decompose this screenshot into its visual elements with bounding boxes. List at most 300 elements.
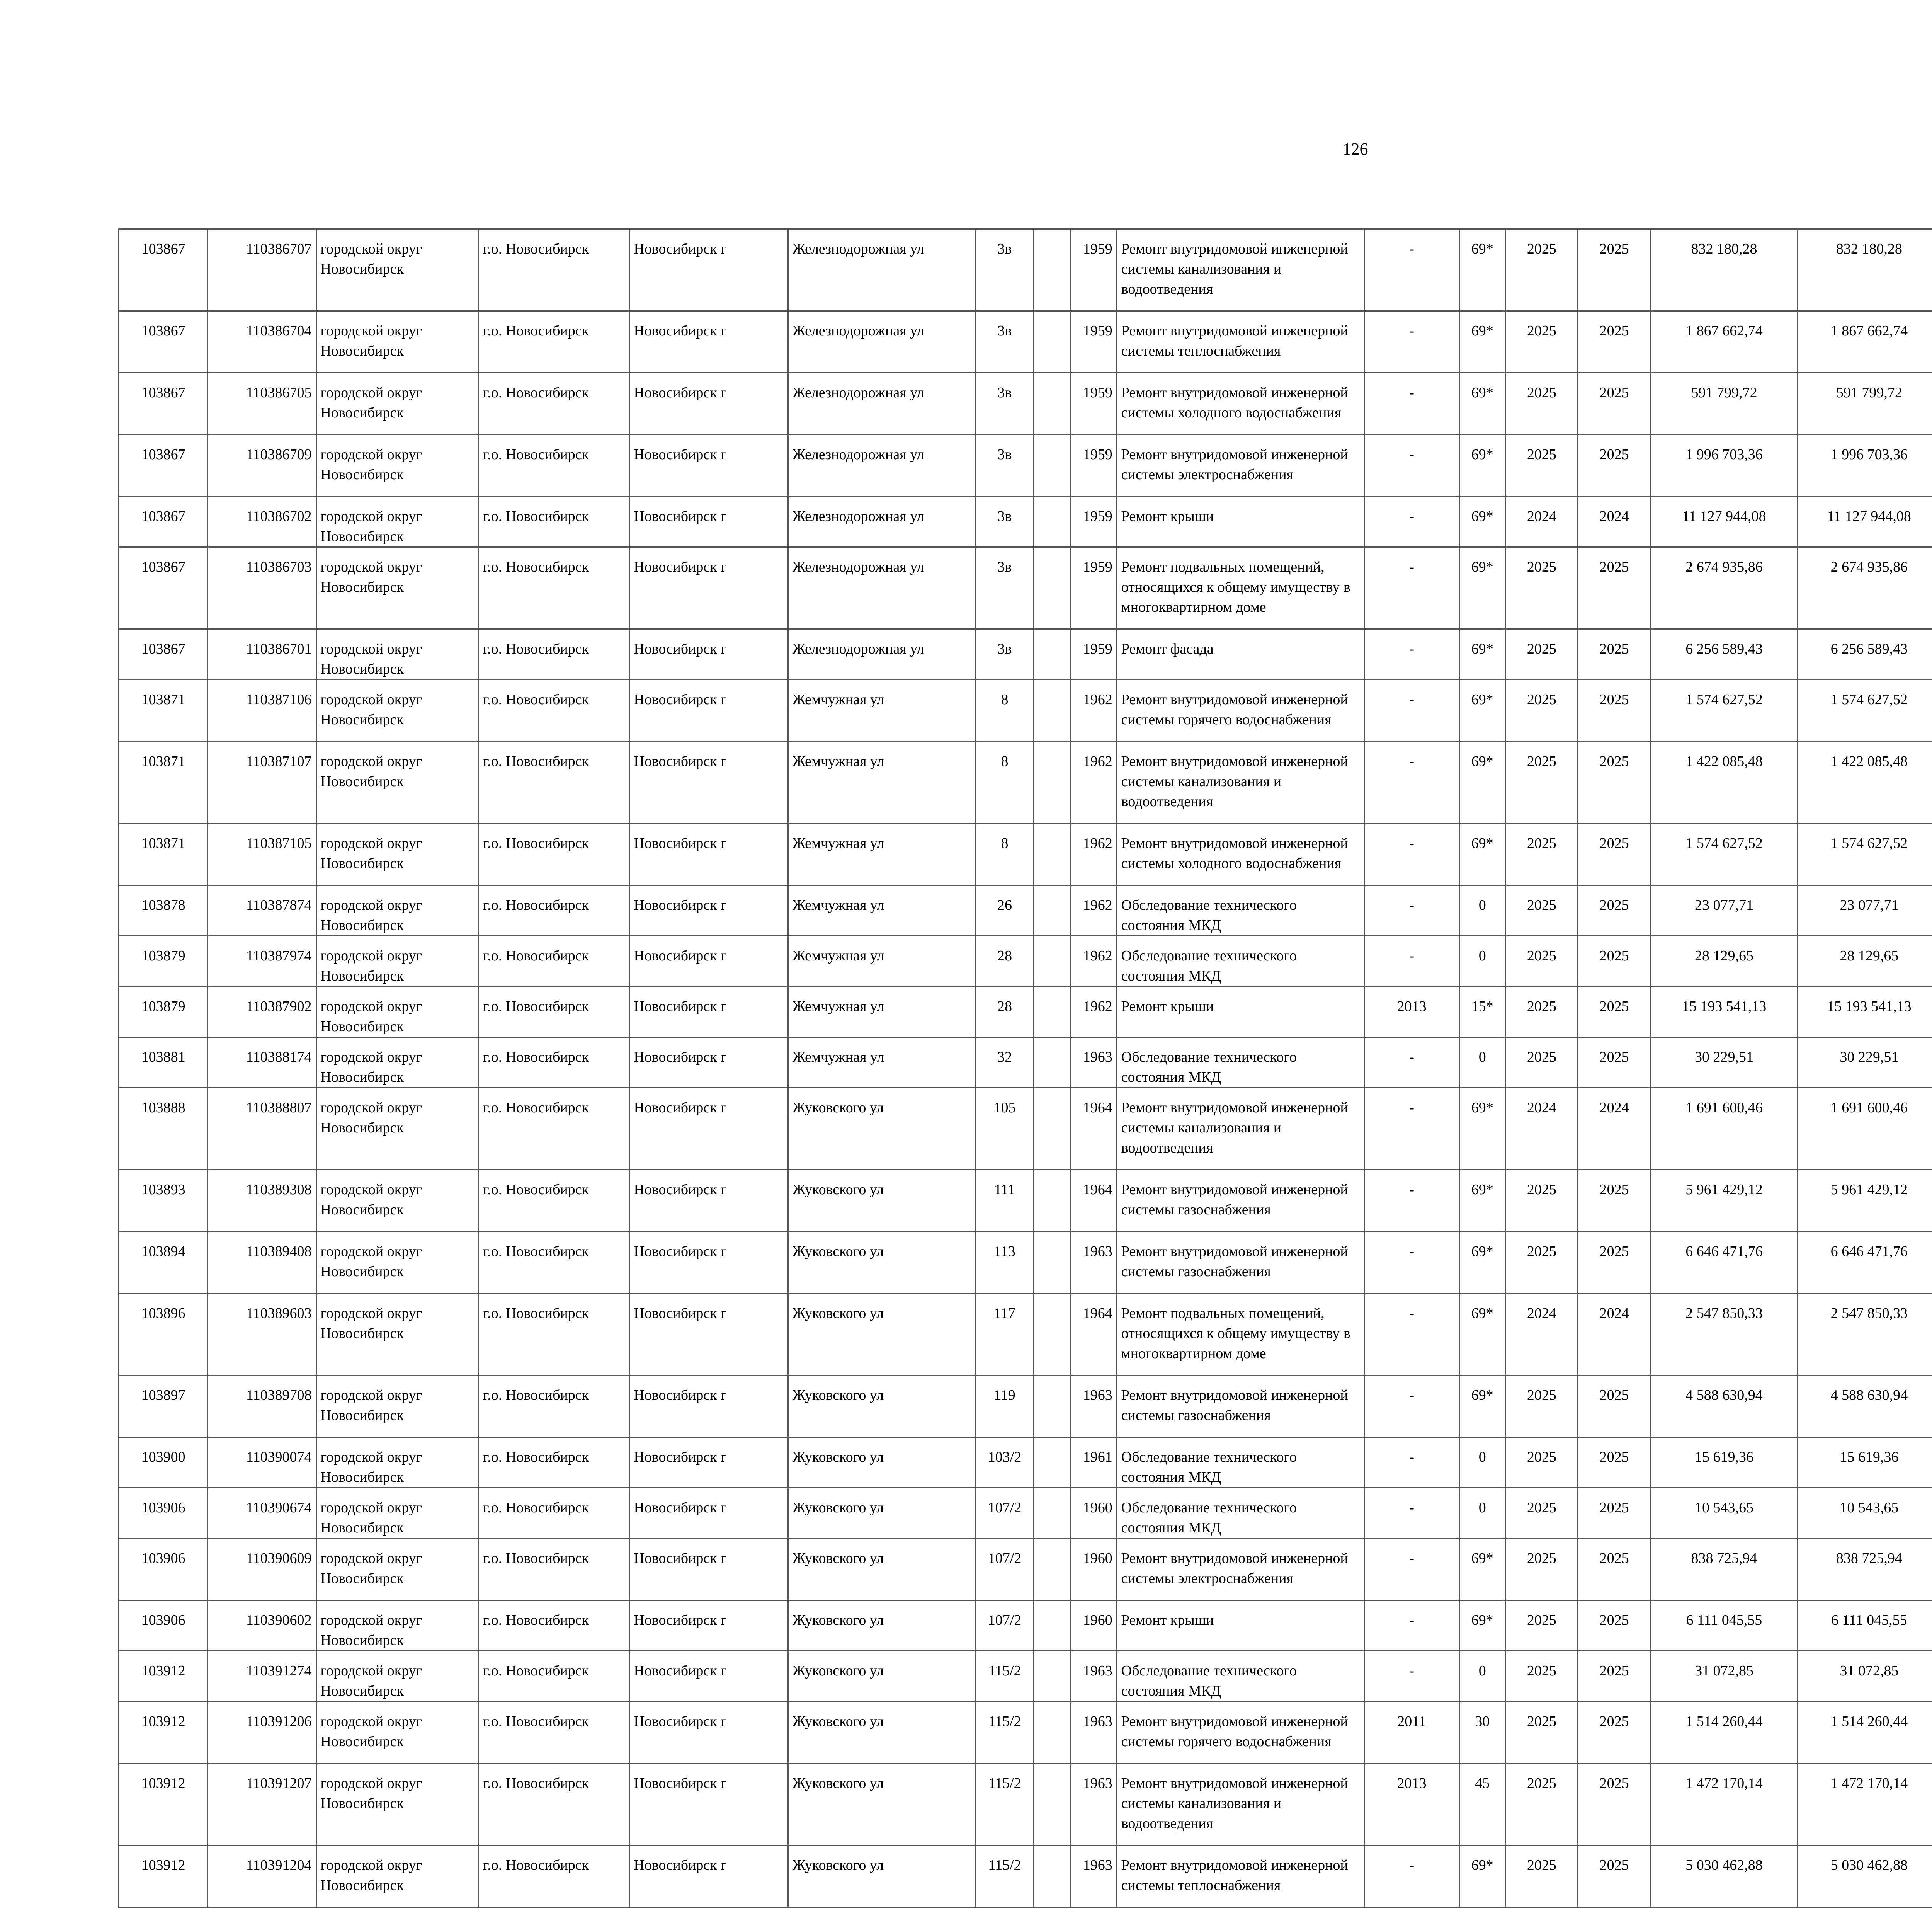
cell-year-start: 2024 bbox=[1505, 497, 1578, 547]
cell-house: 105 bbox=[976, 1088, 1034, 1170]
cell-fund: 5 961 429,12 bbox=[1798, 1170, 1932, 1232]
cell-wear: 69* bbox=[1459, 1600, 1505, 1651]
cell-street: Жемчужная ул bbox=[788, 885, 976, 936]
cell-street: Жуковского ул bbox=[788, 1437, 976, 1488]
cell-wear: 0 bbox=[1459, 885, 1505, 936]
cell-municipality: г.о. Новосибирск bbox=[479, 1037, 629, 1088]
cell-year-built: 1963 bbox=[1070, 1037, 1117, 1088]
cell-district: городской округ Новосибирск bbox=[316, 435, 478, 497]
cell-letter bbox=[1034, 1539, 1070, 1600]
cell-house: 3в bbox=[976, 373, 1034, 435]
cell-street: Жуковского ул bbox=[788, 1376, 976, 1437]
cell-fund: 5 030 462,88 bbox=[1798, 1845, 1932, 1907]
cell-wear: 15* bbox=[1459, 987, 1505, 1037]
cell-id: 103894 bbox=[119, 1232, 208, 1294]
cell-letter bbox=[1034, 311, 1070, 373]
cell-municipality: г.о. Новосибирск bbox=[479, 1232, 629, 1294]
cell-code: 110391206 bbox=[208, 1702, 316, 1764]
cell-district: городской округ Новосибирск bbox=[316, 1088, 478, 1170]
cell-street: Жуковского ул bbox=[788, 1170, 976, 1232]
cell-last-repair: - bbox=[1364, 229, 1459, 311]
cell-year-built: 1959 bbox=[1070, 311, 1117, 373]
cell-district: городской округ Новосибирск bbox=[316, 1764, 478, 1845]
cell-house: 107/2 bbox=[976, 1600, 1034, 1651]
cell-wear: 69* bbox=[1459, 1232, 1505, 1294]
cell-street: Железнодорожная ул bbox=[788, 435, 976, 497]
cell-street: Жемчужная ул bbox=[788, 936, 976, 987]
cell-id: 103881 bbox=[119, 1037, 208, 1088]
cell-last-repair: - bbox=[1364, 1037, 1459, 1088]
cell-work: Ремонт внутридомовой инженерной системы газоснабжения bbox=[1117, 1170, 1364, 1232]
cell-work: Ремонт внутридомовой инженерной системы теплоснабжения bbox=[1117, 1845, 1364, 1907]
cell-work: Ремонт внутридомовой инженерной системы канализования и водоотведения bbox=[1117, 1764, 1364, 1845]
cell-wear: 69* bbox=[1459, 1376, 1505, 1437]
cell-year-end: 2025 bbox=[1578, 1845, 1651, 1907]
cell-locality: Новосибирск г bbox=[629, 1488, 788, 1539]
cell-id: 103867 bbox=[119, 629, 208, 680]
cell-year-end: 2025 bbox=[1578, 885, 1651, 936]
cell-work: Ремонт внутридомовой инженерной системы канализования и водоотведения bbox=[1117, 742, 1364, 824]
cell-total: 832 180,28 bbox=[1651, 229, 1798, 311]
cell-total: 5 030 462,88 bbox=[1651, 1845, 1798, 1907]
cell-year-end: 2025 bbox=[1578, 373, 1651, 435]
cell-fund: 15 619,36 bbox=[1798, 1437, 1932, 1488]
cell-year-built: 1963 bbox=[1070, 1702, 1117, 1764]
cell-year-start: 2025 bbox=[1505, 1764, 1578, 1845]
cell-municipality: г.о. Новосибирск bbox=[479, 885, 629, 936]
cell-house: 28 bbox=[976, 987, 1034, 1037]
cell-district: городской округ Новосибирск bbox=[316, 547, 478, 629]
cell-house: 8 bbox=[976, 742, 1034, 824]
cell-locality: Новосибирск г bbox=[629, 1170, 788, 1232]
cell-total: 6 256 589,43 bbox=[1651, 629, 1798, 680]
cell-municipality: г.о. Новосибирск bbox=[479, 1651, 629, 1702]
cell-fund: 6 256 589,43 bbox=[1798, 629, 1932, 680]
cell-district: городской округ Новосибирск bbox=[316, 885, 478, 936]
cell-last-repair: - bbox=[1364, 629, 1459, 680]
cell-locality: Новосибирск г bbox=[629, 1600, 788, 1651]
cell-year-start: 2025 bbox=[1505, 1845, 1578, 1907]
cell-municipality: г.о. Новосибирск bbox=[479, 1437, 629, 1488]
cell-total: 1 514 260,44 bbox=[1651, 1702, 1798, 1764]
cell-wear: 69* bbox=[1459, 435, 1505, 497]
cell-year-end: 2025 bbox=[1578, 311, 1651, 373]
cell-letter bbox=[1034, 1600, 1070, 1651]
cell-district: городской округ Новосибирск bbox=[316, 1600, 478, 1651]
cell-year-end: 2024 bbox=[1578, 1294, 1651, 1376]
cell-house: 3в bbox=[976, 435, 1034, 497]
cell-work: Ремонт внутридомовой инженерной системы электроснабжения bbox=[1117, 435, 1364, 497]
cell-district: городской округ Новосибирск bbox=[316, 1376, 478, 1437]
cell-municipality: г.о. Новосибирск bbox=[479, 936, 629, 987]
cell-year-start: 2025 bbox=[1505, 1651, 1578, 1702]
cell-year-start: 2025 bbox=[1505, 547, 1578, 629]
cell-id: 103867 bbox=[119, 435, 208, 497]
cell-code: 110387107 bbox=[208, 742, 316, 824]
cell-code: 110389408 bbox=[208, 1232, 316, 1294]
cell-work: Ремонт внутридомовой инженерной системы горячего водоснабжения bbox=[1117, 680, 1364, 742]
cell-year-start: 2025 bbox=[1505, 1232, 1578, 1294]
table-body bbox=[119, 229, 1932, 1907]
cell-municipality: г.о. Новосибирск bbox=[479, 1600, 629, 1651]
cell-street: Железнодорожная ул bbox=[788, 629, 976, 680]
table-row bbox=[119, 1037, 1932, 1088]
cell-year-end: 2025 bbox=[1578, 824, 1651, 885]
cell-district: городской округ Новосибирск bbox=[316, 1170, 478, 1232]
cell-year-end: 2025 bbox=[1578, 987, 1651, 1037]
cell-district: городской округ Новосибирск bbox=[316, 824, 478, 885]
cell-locality: Новосибирск г bbox=[629, 1294, 788, 1376]
cell-year-end: 2025 bbox=[1578, 1170, 1651, 1232]
cell-total: 23 077,71 bbox=[1651, 885, 1798, 936]
cell-district: городской округ Новосибирск bbox=[316, 373, 478, 435]
table-row bbox=[119, 1764, 1932, 1845]
cell-work: Ремонт внутридомовой инженерной системы газоснабжения bbox=[1117, 1376, 1364, 1437]
cell-fund: 838 725,94 bbox=[1798, 1539, 1932, 1600]
cell-letter bbox=[1034, 824, 1070, 885]
cell-wear: 0 bbox=[1459, 1488, 1505, 1539]
cell-year-start: 2025 bbox=[1505, 987, 1578, 1037]
cell-fund: 10 543,65 bbox=[1798, 1488, 1932, 1539]
cell-work: Ремонт внутридомовой инженерной системы электроснабжения bbox=[1117, 1539, 1364, 1600]
cell-total: 1 691 600,46 bbox=[1651, 1088, 1798, 1170]
cell-municipality: г.о. Новосибирск bbox=[479, 987, 629, 1037]
cell-year-start: 2025 bbox=[1505, 629, 1578, 680]
cell-fund: 11 127 944,08 bbox=[1798, 497, 1932, 547]
cell-house: 115/2 bbox=[976, 1764, 1034, 1845]
cell-year-built: 1959 bbox=[1070, 435, 1117, 497]
cell-work: Обследование технического состояния МКД bbox=[1117, 1488, 1364, 1539]
cell-letter bbox=[1034, 885, 1070, 936]
cell-locality: Новосибирск г bbox=[629, 1232, 788, 1294]
cell-wear: 69* bbox=[1459, 311, 1505, 373]
cell-letter bbox=[1034, 680, 1070, 742]
cell-last-repair: - bbox=[1364, 1488, 1459, 1539]
cell-code: 110391204 bbox=[208, 1845, 316, 1907]
table-row bbox=[119, 1232, 1932, 1294]
cell-work: Ремонт внутридомовой инженерной системы холодного водоснабжения bbox=[1117, 373, 1364, 435]
cell-letter bbox=[1034, 1376, 1070, 1437]
cell-wear: 0 bbox=[1459, 1437, 1505, 1488]
cell-year-end: 2025 bbox=[1578, 1037, 1651, 1088]
table-row bbox=[119, 885, 1932, 936]
cell-id: 103871 bbox=[119, 824, 208, 885]
cell-fund: 1 472 170,14 bbox=[1798, 1764, 1932, 1845]
cell-code: 110387105 bbox=[208, 824, 316, 885]
cell-letter bbox=[1034, 229, 1070, 311]
cell-last-repair: - bbox=[1364, 1232, 1459, 1294]
cell-letter bbox=[1034, 1845, 1070, 1907]
cell-work: Ремонт крыши bbox=[1117, 987, 1364, 1037]
cell-code: 110391207 bbox=[208, 1764, 316, 1845]
cell-district: городской округ Новосибирск bbox=[316, 311, 478, 373]
cell-street: Жуковского ул bbox=[788, 1764, 976, 1845]
cell-year-built: 1962 bbox=[1070, 987, 1117, 1037]
cell-letter bbox=[1034, 987, 1070, 1037]
cell-municipality: г.о. Новосибирск bbox=[479, 824, 629, 885]
cell-work: Ремонт крыши bbox=[1117, 1600, 1364, 1651]
table-row bbox=[119, 1702, 1932, 1764]
cell-total: 11 127 944,08 bbox=[1651, 497, 1798, 547]
cell-house: 119 bbox=[976, 1376, 1034, 1437]
cell-id: 103867 bbox=[119, 497, 208, 547]
cell-total: 15 193 541,13 bbox=[1651, 987, 1798, 1037]
cell-year-built: 1963 bbox=[1070, 1376, 1117, 1437]
cell-year-end: 2025 bbox=[1578, 1764, 1651, 1845]
cell-id: 103867 bbox=[119, 373, 208, 435]
cell-id: 103906 bbox=[119, 1488, 208, 1539]
table-row bbox=[119, 1600, 1932, 1651]
cell-district: городской округ Новосибирск bbox=[316, 680, 478, 742]
cell-code: 110386701 bbox=[208, 629, 316, 680]
cell-year-end: 2025 bbox=[1578, 1488, 1651, 1539]
cell-code: 110388174 bbox=[208, 1037, 316, 1088]
cell-year-end: 2025 bbox=[1578, 1437, 1651, 1488]
cell-fund: 31 072,85 bbox=[1798, 1651, 1932, 1702]
cell-wear: 0 bbox=[1459, 1651, 1505, 1702]
cell-total: 5 961 429,12 bbox=[1651, 1170, 1798, 1232]
cell-year-built: 1963 bbox=[1070, 1764, 1117, 1845]
cell-code: 110386705 bbox=[208, 373, 316, 435]
cell-street: Железнодорожная ул bbox=[788, 311, 976, 373]
cell-municipality: г.о. Новосибирск bbox=[479, 680, 629, 742]
cell-fund: 6 111 045,55 bbox=[1798, 1600, 1932, 1651]
cell-year-start: 2024 bbox=[1505, 1088, 1578, 1170]
cell-house: 117 bbox=[976, 1294, 1034, 1376]
cell-code: 110386703 bbox=[208, 547, 316, 629]
cell-house: 115/2 bbox=[976, 1651, 1034, 1702]
cell-year-built: 1962 bbox=[1070, 936, 1117, 987]
cell-house: 8 bbox=[976, 680, 1034, 742]
cell-year-start: 2025 bbox=[1505, 229, 1578, 311]
table-row bbox=[119, 1294, 1932, 1376]
page-number: 126 bbox=[1342, 140, 1368, 158]
cell-year-built: 1962 bbox=[1070, 680, 1117, 742]
cell-total: 2 547 850,33 bbox=[1651, 1294, 1798, 1376]
cell-year-built: 1961 bbox=[1070, 1437, 1117, 1488]
cell-code: 110386704 bbox=[208, 311, 316, 373]
cell-house: 3в bbox=[976, 629, 1034, 680]
cell-street: Жуковского ул bbox=[788, 1488, 976, 1539]
cell-id: 103867 bbox=[119, 229, 208, 311]
cell-year-built: 1959 bbox=[1070, 229, 1117, 311]
cell-district: городской округ Новосибирск bbox=[316, 1845, 478, 1907]
table-row bbox=[119, 1376, 1932, 1437]
cell-district: городской округ Новосибирск bbox=[316, 987, 478, 1037]
cell-year-built: 1963 bbox=[1070, 1845, 1117, 1907]
table-row bbox=[119, 936, 1932, 987]
cell-year-built: 1963 bbox=[1070, 1651, 1117, 1702]
cell-letter bbox=[1034, 1088, 1070, 1170]
cell-year-start: 2024 bbox=[1505, 1294, 1578, 1376]
cell-last-repair: - bbox=[1364, 547, 1459, 629]
cell-total: 2 674 935,86 bbox=[1651, 547, 1798, 629]
cell-total: 1 574 627,52 bbox=[1651, 824, 1798, 885]
cell-street: Жуковского ул bbox=[788, 1600, 976, 1651]
cell-locality: Новосибирск г bbox=[629, 824, 788, 885]
cell-wear: 69* bbox=[1459, 824, 1505, 885]
cell-locality: Новосибирск г bbox=[629, 547, 788, 629]
registry-table bbox=[118, 228, 1932, 1908]
cell-locality: Новосибирск г bbox=[629, 885, 788, 936]
cell-district: городской округ Новосибирск bbox=[316, 497, 478, 547]
cell-year-end: 2024 bbox=[1578, 1088, 1651, 1170]
cell-locality: Новосибирск г bbox=[629, 1376, 788, 1437]
cell-letter bbox=[1034, 497, 1070, 547]
table-row bbox=[119, 547, 1932, 629]
cell-year-start: 2025 bbox=[1505, 1376, 1578, 1437]
cell-year-start: 2025 bbox=[1505, 1702, 1578, 1764]
cell-municipality: г.о. Новосибирск bbox=[479, 547, 629, 629]
cell-code: 110390074 bbox=[208, 1437, 316, 1488]
cell-district: городской округ Новосибирск bbox=[316, 1437, 478, 1488]
cell-id: 103871 bbox=[119, 680, 208, 742]
cell-id: 103878 bbox=[119, 885, 208, 936]
cell-street: Жемчужная ул bbox=[788, 680, 976, 742]
cell-total: 1 867 662,74 bbox=[1651, 311, 1798, 373]
cell-district: городской округ Новосибирск bbox=[316, 1702, 478, 1764]
cell-code: 110389308 bbox=[208, 1170, 316, 1232]
cell-wear: 45 bbox=[1459, 1764, 1505, 1845]
cell-year-start: 2025 bbox=[1505, 1600, 1578, 1651]
cell-house: 26 bbox=[976, 885, 1034, 936]
cell-id: 103906 bbox=[119, 1539, 208, 1600]
cell-street: Жемчужная ул bbox=[788, 1037, 976, 1088]
cell-street: Железнодорожная ул bbox=[788, 229, 976, 311]
cell-municipality: г.о. Новосибирск bbox=[479, 229, 629, 311]
cell-id: 103871 bbox=[119, 742, 208, 824]
cell-last-repair: - bbox=[1364, 497, 1459, 547]
cell-district: городской округ Новосибирск bbox=[316, 229, 478, 311]
cell-locality: Новосибирск г bbox=[629, 1702, 788, 1764]
table-row bbox=[119, 824, 1932, 885]
table-row bbox=[119, 742, 1932, 824]
cell-last-repair: - bbox=[1364, 373, 1459, 435]
cell-street: Жуковского ул bbox=[788, 1651, 976, 1702]
cell-district: городской округ Новосибирск bbox=[316, 629, 478, 680]
cell-code: 110387902 bbox=[208, 987, 316, 1037]
cell-year-end: 2025 bbox=[1578, 629, 1651, 680]
cell-house: 113 bbox=[976, 1232, 1034, 1294]
table-row bbox=[119, 1170, 1932, 1232]
cell-municipality: г.о. Новосибирск bbox=[479, 629, 629, 680]
cell-locality: Новосибирск г bbox=[629, 311, 788, 373]
cell-work: Ремонт крыши bbox=[1117, 497, 1364, 547]
cell-wear: 69* bbox=[1459, 680, 1505, 742]
cell-locality: Новосибирск г bbox=[629, 629, 788, 680]
cell-wear: 0 bbox=[1459, 936, 1505, 987]
cell-code: 110387874 bbox=[208, 885, 316, 936]
cell-street: Жемчужная ул bbox=[788, 742, 976, 824]
cell-total: 1 574 627,52 bbox=[1651, 680, 1798, 742]
cell-year-start: 2025 bbox=[1505, 1488, 1578, 1539]
cell-total: 1 996 703,36 bbox=[1651, 435, 1798, 497]
cell-district: городской округ Новосибирск bbox=[316, 1651, 478, 1702]
cell-letter bbox=[1034, 629, 1070, 680]
cell-house: 8 bbox=[976, 824, 1034, 885]
cell-letter bbox=[1034, 1702, 1070, 1764]
cell-work: Обследование технического состояния МКД bbox=[1117, 885, 1364, 936]
cell-year-end: 2025 bbox=[1578, 936, 1651, 987]
cell-work: Ремонт внутридомовой инженерной системы горячего водоснабжения bbox=[1117, 1702, 1364, 1764]
cell-municipality: г.о. Новосибирск bbox=[479, 435, 629, 497]
cell-id: 103900 bbox=[119, 1437, 208, 1488]
cell-street: Железнодорожная ул bbox=[788, 497, 976, 547]
cell-fund: 6 646 471,76 bbox=[1798, 1232, 1932, 1294]
cell-wear: 69* bbox=[1459, 1170, 1505, 1232]
cell-locality: Новосибирск г bbox=[629, 1764, 788, 1845]
table-row bbox=[119, 1845, 1932, 1907]
cell-street: Жуковского ул bbox=[788, 1539, 976, 1600]
cell-wear: 69* bbox=[1459, 1845, 1505, 1907]
cell-id: 103893 bbox=[119, 1170, 208, 1232]
cell-year-end: 2025 bbox=[1578, 1651, 1651, 1702]
cell-last-repair: - bbox=[1364, 885, 1459, 936]
cell-wear: 30 bbox=[1459, 1702, 1505, 1764]
cell-fund: 2 547 850,33 bbox=[1798, 1294, 1932, 1376]
cell-street: Жуковского ул bbox=[788, 1232, 976, 1294]
cell-letter bbox=[1034, 1437, 1070, 1488]
cell-letter bbox=[1034, 373, 1070, 435]
cell-year-built: 1959 bbox=[1070, 373, 1117, 435]
table-row bbox=[119, 1539, 1932, 1600]
cell-year-end: 2024 bbox=[1578, 497, 1651, 547]
cell-work: Ремонт внутридомовой инженерной системы канализования и водоотведения bbox=[1117, 1088, 1364, 1170]
cell-district: городской округ Новосибирск bbox=[316, 936, 478, 987]
cell-municipality: г.о. Новосибирск bbox=[479, 1539, 629, 1600]
cell-last-repair: 2013 bbox=[1364, 987, 1459, 1037]
cell-house: 3в bbox=[976, 547, 1034, 629]
cell-locality: Новосибирск г bbox=[629, 229, 788, 311]
table-row bbox=[119, 435, 1932, 497]
cell-year-start: 2025 bbox=[1505, 373, 1578, 435]
cell-fund: 1 514 260,44 bbox=[1798, 1702, 1932, 1764]
cell-work: Ремонт подвальных помещений, относящихся к общему имуществу в многоквартирном доме bbox=[1117, 1294, 1364, 1376]
table-row bbox=[119, 1488, 1932, 1539]
cell-year-start: 2025 bbox=[1505, 936, 1578, 987]
cell-id: 103867 bbox=[119, 547, 208, 629]
cell-locality: Новосибирск г bbox=[629, 373, 788, 435]
cell-municipality: г.о. Новосибирск bbox=[479, 311, 629, 373]
cell-last-repair: - bbox=[1364, 1845, 1459, 1907]
table-row bbox=[119, 987, 1932, 1037]
cell-total: 4 588 630,94 bbox=[1651, 1376, 1798, 1437]
cell-total: 6 646 471,76 bbox=[1651, 1232, 1798, 1294]
cell-year-built: 1959 bbox=[1070, 497, 1117, 547]
cell-district: городской округ Новосибирск bbox=[316, 742, 478, 824]
cell-house: 3в bbox=[976, 497, 1034, 547]
cell-house: 3в bbox=[976, 311, 1034, 373]
cell-id: 103912 bbox=[119, 1702, 208, 1764]
cell-year-end: 2025 bbox=[1578, 1600, 1651, 1651]
cell-locality: Новосибирск г bbox=[629, 1088, 788, 1170]
cell-fund: 1 574 627,52 bbox=[1798, 824, 1932, 885]
table-row bbox=[119, 1437, 1932, 1488]
cell-locality: Новосибирск г bbox=[629, 1651, 788, 1702]
cell-municipality: г.о. Новосибирск bbox=[479, 1376, 629, 1437]
cell-year-start: 2025 bbox=[1505, 680, 1578, 742]
cell-last-repair: - bbox=[1364, 742, 1459, 824]
cell-work: Ремонт подвальных помещений, относящихся к общему имуществу в многоквартирном доме bbox=[1117, 547, 1364, 629]
cell-work: Ремонт внутридомовой инженерной системы газоснабжения bbox=[1117, 1232, 1364, 1294]
cell-municipality: г.о. Новосибирск bbox=[479, 1702, 629, 1764]
cell-locality: Новосибирск г bbox=[629, 742, 788, 824]
cell-year-start: 2025 bbox=[1505, 885, 1578, 936]
cell-id: 103912 bbox=[119, 1764, 208, 1845]
cell-id: 103879 bbox=[119, 936, 208, 987]
cell-locality: Новосибирск г bbox=[629, 1437, 788, 1488]
cell-year-built: 1962 bbox=[1070, 742, 1117, 824]
